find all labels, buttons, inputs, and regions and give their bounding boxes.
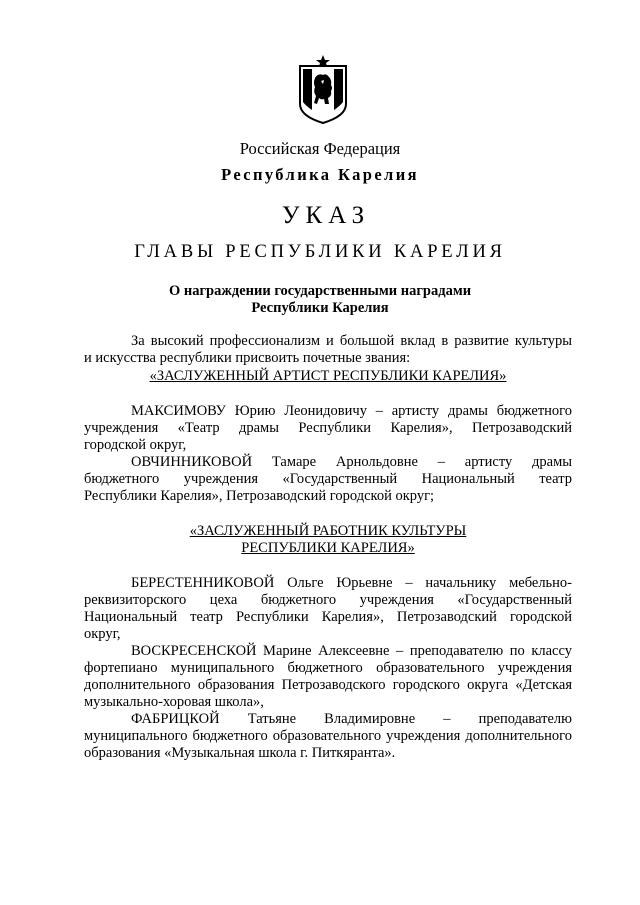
title-heading-honored-culture-worker: «ЗАСЛУЖЕННЫЙ РАБОТНИК КУЛЬТУРЫ РЕСПУБЛИКИ КАРЕЛИЯ» [189, 523, 467, 556]
paragraph-line: музыкально-хоровая школа», [84, 694, 264, 710]
subject-line: О награждении государственными наградами [168, 283, 472, 299]
paragraph-line: бюджетного учреждения «Государственный Национальный театр [84, 471, 572, 487]
paragraph-line: Республики Карелия», Петрозаводский городской округ; [84, 488, 435, 504]
paragraph-line: учреждения «Театр драмы Республики Карелия», Петрозаводский [84, 420, 572, 436]
award-entry [84, 643, 572, 711]
paragraph-line: реквизиторского цеха бюджетного учреждения «Государственный [84, 592, 572, 608]
paragraph-line: округ, [84, 626, 121, 642]
subject-line: Республики Карелия [251, 300, 389, 316]
paragraph-line: ОВЧИННИКОВОЙ Тамаре Арнольдовне – артисту драмы [131, 454, 572, 470]
paragraph-line: и искусства республики присвоить почетные звания: [84, 350, 411, 366]
paragraph-line: ВОСКРЕСЕНСКОЙ Марине Алексеевне – преподавателю по классу [131, 643, 572, 659]
document-subject [0, 283, 640, 317]
paragraph-line: МАКСИМОВУ Юрию Леонидовичу – артисту драмы бюджетного [131, 403, 572, 419]
paragraph-line: городской округ, [84, 437, 187, 453]
karelia-coat-of-arms-icon [298, 54, 348, 124]
document-issuer: ГЛАВЫ РЕСПУБЛИКИ КАРЕЛИЯ [134, 242, 506, 262]
award-entry [84, 454, 572, 505]
paragraph-line: Национальный театр Республики Карелия», Петрозаводский городской [84, 609, 572, 625]
award-entry [84, 575, 572, 643]
award-entry [84, 403, 572, 454]
award-entry [84, 711, 572, 762]
republic-name: Республика Карелия [221, 165, 419, 184]
paragraph-line: ФАБРИЦКОЙ Татьяне Владимировне – преподавателю [131, 711, 572, 727]
document-type: УКАЗ [281, 202, 371, 229]
paragraph-line: За высокий профессионализм и большой вклад в развитие культуры [131, 333, 572, 349]
country-name: Российская Федерация [239, 139, 401, 158]
paragraph-line: БЕРЕСТЕННИКОВОЙ Ольге Юрьевне – начальнику мебельно- [131, 575, 572, 591]
paragraph-line: дополнительного образования Петрозаводского городского округа «Детская [84, 677, 572, 693]
paragraph-line: образования «Музыкальная школа г. Питкяранта». [84, 745, 396, 761]
paragraph-line: фортепиано муниципального бюджетного образовательного учреждения [84, 660, 572, 676]
intro-paragraph [84, 333, 572, 367]
title-heading-honored-artist: «ЗАСЛУЖЕННЫЙ АРТИСТ РЕСПУБЛИКИ КАРЕЛИЯ» [149, 368, 507, 384]
paragraph-line: муниципального бюджетного образовательного учреждения дополнительного [84, 728, 572, 744]
